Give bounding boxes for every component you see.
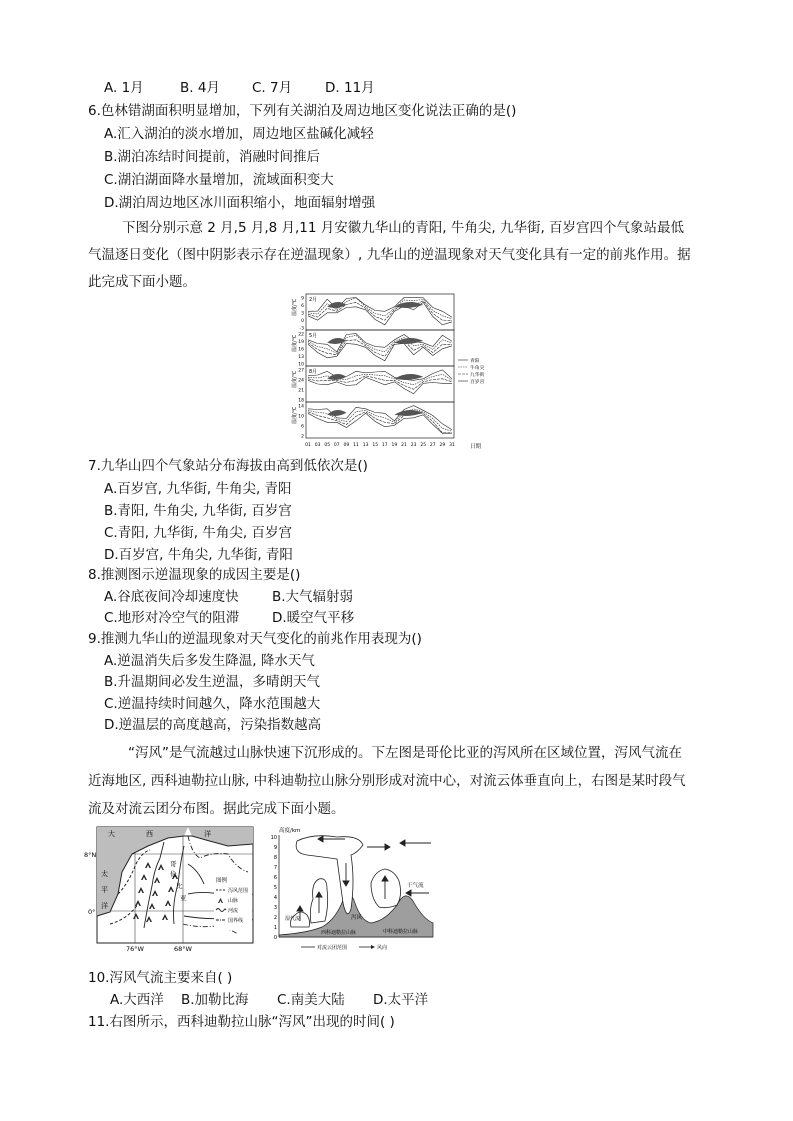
- map-top-char-2: 西: [146, 830, 153, 838]
- chart-series-line: [308, 374, 452, 385]
- q5-option-c: C. 7月: [252, 80, 293, 96]
- chart-inversion-shade: [394, 338, 423, 344]
- map-legend-river: 河流: [228, 908, 239, 914]
- section-ytick: 2: [273, 914, 277, 921]
- chart-inversion-shade: [327, 410, 346, 416]
- chart-xtick: 21: [401, 443, 407, 448]
- chart-xtick: 13: [362, 443, 369, 448]
- map-legend-title: 图例: [216, 878, 228, 884]
- map-top-char-3: 洋: [204, 830, 211, 838]
- q10-option-c: C.南美大陆: [277, 992, 345, 1008]
- chart-ytick: 24: [298, 378, 304, 384]
- chart-ytick: 6: [301, 304, 304, 309]
- chart-xtick: 23: [410, 443, 417, 448]
- section-y-ticks: [271, 835, 277, 941]
- section-ytick: 10: [270, 834, 277, 841]
- map-country-char-2: 伦: [170, 870, 177, 878]
- chart-inversion-shade: [327, 338, 346, 344]
- chart-panel-label: 5月: [309, 333, 318, 339]
- chart-series-line: [308, 335, 452, 353]
- map-lat-0: 0°: [88, 908, 96, 916]
- chart-ytick: 6: [301, 424, 304, 430]
- chart-panel-label: 2月: [309, 297, 318, 303]
- chart-ytick: 9: [301, 296, 304, 302]
- chart-xtick: 01: [305, 443, 311, 448]
- intro2-line3: 流及对流云团分布图。据此完成下面小题。: [88, 801, 345, 817]
- chart-legend-item: 青阳: [470, 359, 480, 364]
- map-country-char-3: 比: [176, 882, 183, 890]
- chart-xtick: 19: [391, 443, 398, 448]
- q7-option-c: C.青阳, 九华街, 牛角尖, 百岁宫: [104, 525, 292, 541]
- chart-inversion-shade: [327, 302, 346, 308]
- chart-ylabel-4: 温度/℃: [292, 406, 298, 424]
- section-ytick: 0: [273, 934, 277, 941]
- map-lon-68: 68°W: [174, 945, 192, 953]
- chart-xtick: 15: [372, 443, 379, 448]
- intro1-line2: 气温逐日变化（图中阴影表示存在逆温现象）, 九华山的逆温现象对天气变化具有一定的前兆作用。据: [88, 247, 691, 263]
- q5-option-a: A. 1月: [104, 80, 144, 96]
- chart-ytick: 10: [298, 414, 304, 420]
- chart-panel-2: [291, 330, 454, 368]
- q7-option-d: D.百岁宫, 牛角尖, 九华街, 青阳: [104, 547, 293, 563]
- section-wet-label: 湿气流: [285, 916, 301, 922]
- q8-option-d: D.暖空气平移: [272, 610, 355, 626]
- section-central-range: 中科迪勒拉山脉: [383, 929, 419, 935]
- chart-ytick: 14: [298, 404, 304, 410]
- section-legend-wind: 风向: [377, 945, 388, 951]
- section-ytick: 5: [273, 884, 277, 891]
- q6-option-c: C.湖泊湖面降水量增加，流域面积变大: [104, 172, 334, 188]
- map-country-char-1: 哥: [170, 860, 177, 868]
- chart-ytick: 22: [298, 332, 304, 338]
- chart-xtick: 29: [439, 443, 446, 448]
- section-dry-label: 干气流: [407, 883, 424, 889]
- colombia-map: [84, 824, 268, 953]
- q10-option-b: B.加勒比海: [181, 992, 249, 1008]
- section-legend-cloud: 对流云团范围: [317, 945, 348, 951]
- chart-ytick: 16: [298, 347, 304, 353]
- airflow-section: [267, 823, 437, 956]
- chart-series-line: [308, 298, 452, 319]
- chart-ytick: 21: [298, 388, 304, 394]
- intro2-line1: “泻风”是气流越过山脉快速下沉形成的。下左图是哥伦比亚的泻风所在区域位置，泻风气流在: [128, 745, 682, 761]
- chart-legend: [458, 357, 485, 385]
- chart-ytick: 18: [298, 398, 304, 404]
- section-ytick: 9: [273, 844, 277, 851]
- chart-series-line: [308, 406, 452, 430]
- q8-option-c: C.地形对冷空气的阻滞: [104, 610, 240, 626]
- chart-series-line: [308, 301, 452, 321]
- q11-stem: 11.右图所示，西科迪勒拉山脉“泻风”出现的时间( ): [88, 1014, 395, 1030]
- section-ytick: 7: [273, 864, 277, 871]
- chart-ytick: 0: [301, 319, 304, 324]
- intro2-line2: 近海地区, 西科迪勒拉山脉, 中科迪勒拉山脉分别形成对流中心，对流云体垂直向上，右图是某时段气: [88, 773, 686, 789]
- chart-legend-item: 百岁宫: [470, 380, 485, 385]
- map-legend-border: 国界线: [228, 918, 244, 924]
- q8-option-b: B.大气辐射弱: [272, 589, 354, 605]
- q9-stem: 9.推测九华山的逆温现象对天气变化的前兆作用表现为(): [88, 631, 422, 647]
- q9-option-b: B.升温期间必发生逆温，多晴朗天气: [104, 674, 321, 690]
- q10-stem: 10.泻风气流主要来自( ): [88, 970, 233, 986]
- chart-xtick: 07: [333, 443, 340, 448]
- chart-ytick: 19: [298, 340, 304, 345]
- chart-ylabel-3: 温度/℃: [292, 370, 298, 388]
- chart-ytick: 10: [298, 362, 304, 368]
- q7-stem: 7.九华山四个气象站分布海拔由高到低依次是(): [88, 458, 368, 474]
- intro1-line1: 下图分别示意 2 月,5 月,8 月,11 月安徽九华山的青阳, 牛角尖, 九华街, 百岁宫四个气象站最低: [122, 220, 685, 236]
- intro1-line3: 此完成下面小题。: [88, 274, 196, 290]
- section-ylabel: 高度/km: [279, 828, 301, 834]
- temperature-chart: [282, 290, 492, 450]
- chart-panels: [291, 294, 454, 440]
- map-side-char-3: 洋: [101, 902, 108, 910]
- chart-ylabel-1: 温度/℃: [292, 298, 298, 316]
- map-top-char-1: 大: [108, 830, 115, 838]
- chart-xtick: 03: [314, 443, 321, 448]
- chart-x-ticks: [305, 442, 455, 448]
- q7-option-b: B.青阳, 牛角尖, 九华街, 百岁宫: [104, 503, 292, 519]
- q6-option-b: B.湖泊冻结时间提前，消融时间推后: [104, 149, 321, 165]
- chart-xtick: 05: [324, 443, 331, 448]
- chart-ytick: 27: [298, 368, 304, 374]
- chart-xtick: 09: [343, 443, 350, 448]
- chart-xtick: 17: [381, 443, 388, 448]
- map-legend-foehn: 泻风范围: [228, 888, 249, 894]
- section-ytick: 6: [273, 874, 277, 881]
- chart-inversion-shade: [394, 374, 423, 380]
- map-lon-76: 76°W: [126, 945, 144, 953]
- chart-legend-item: 牛角尖: [470, 366, 485, 371]
- map-side-char-1: 太: [101, 870, 108, 878]
- q9-option-a: A.逆温消失后多发生降温, 降水天气: [104, 653, 315, 669]
- section-ytick: 4: [273, 894, 277, 901]
- chart-panel-4: [291, 402, 454, 440]
- q5-option-b: B. 4月: [180, 80, 220, 96]
- chart-panel-3: [291, 366, 454, 404]
- section-west-range: 西科迪勒拉山脉: [321, 930, 357, 936]
- q10-option-d: D.太平洋: [373, 992, 429, 1008]
- q9-option-d: D.逆温层的高度越高，污染指数越高: [104, 717, 322, 733]
- section-ytick: 1: [273, 924, 277, 931]
- section-foehn-label: 泻风: [351, 915, 363, 921]
- chart-ylabel-2: 温度/℃: [292, 334, 298, 352]
- q10-option-a: A.大西洋: [110, 992, 164, 1008]
- map-side-char-2: 平: [101, 886, 108, 894]
- chart-xtick: 25: [420, 443, 427, 448]
- map-legend-mountain: 山脉: [228, 898, 239, 904]
- chart-ytick: 13: [298, 355, 304, 360]
- section-ytick: 8: [273, 854, 277, 861]
- q6-option-d: D.湖泊周边地区冰川面积缩小，地面辐射增强: [104, 195, 376, 211]
- map-country-char-4: 亚: [180, 894, 187, 902]
- chart-ytick: 3: [301, 311, 304, 317]
- chart-xlabel: 日期: [470, 444, 482, 450]
- chart-inversion-shade: [394, 410, 423, 416]
- chart-series-line: [308, 413, 452, 433]
- q6-stem: 6.色林错湖面积明显增加，下列有关湖泊及周边地区变化说法正确的是(): [88, 103, 517, 119]
- q9-option-c: C.逆温持续时间越久，降水范围越大: [104, 696, 321, 712]
- chart-ytick: 2: [301, 434, 304, 440]
- chart-legend-item: 九华街: [470, 373, 485, 378]
- q8-stem: 8.推测图示逆温现象的成因主要是(): [88, 567, 301, 583]
- chart-ytick: -3: [299, 326, 304, 332]
- chart-panel-1: [291, 294, 454, 332]
- chart-series-line: [308, 409, 452, 432]
- q7-option-a: A.百岁宫, 九华街, 牛角尖, 青阳: [104, 481, 292, 497]
- chart-xtick: 31: [449, 443, 455, 448]
- chart-panel-label: 8月: [309, 369, 318, 375]
- q6-option-a: A.汇入湖泊的淡水增加，周边地区盐碱化减轻: [104, 126, 374, 142]
- chart-xtick: 27: [429, 443, 436, 448]
- chart-xtick: 11: [353, 443, 359, 448]
- q8-option-a: A.谷底夜间冷却速度快: [104, 589, 239, 605]
- q5-option-d: D. 11月: [325, 80, 375, 96]
- section-ytick: 3: [273, 904, 277, 911]
- map-lat-8: 8°N: [84, 851, 97, 859]
